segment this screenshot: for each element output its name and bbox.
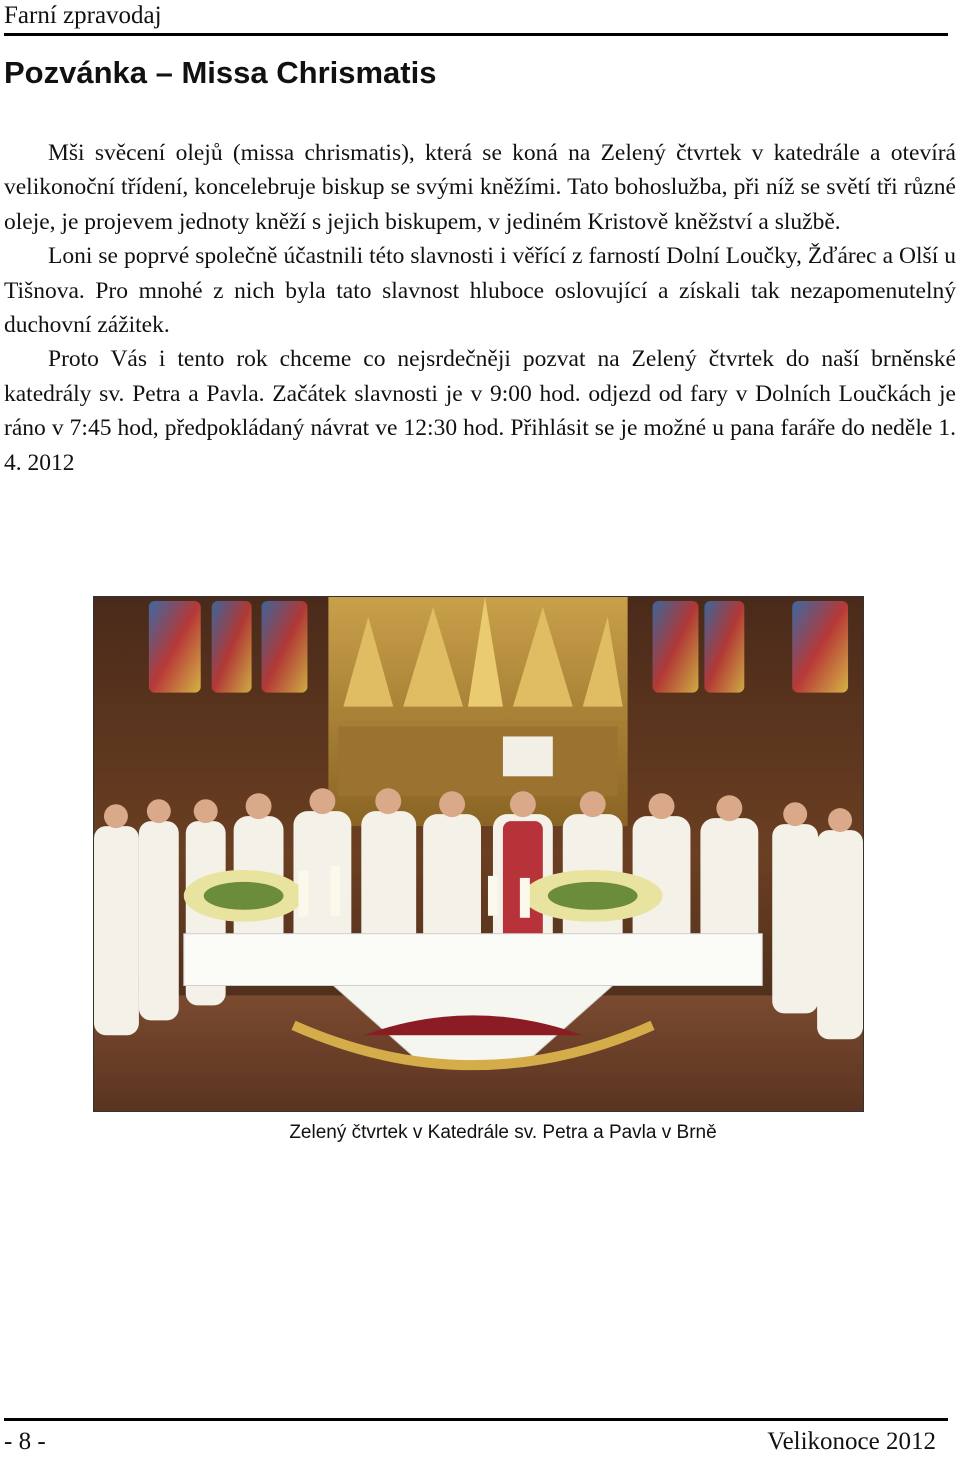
golden-altarpiece — [328, 597, 627, 826]
publication-title: Farní zpravodaj — [4, 2, 162, 29]
header-divider — [4, 33, 948, 36]
article-title: Pozvánka – Missa Chrismatis — [4, 55, 437, 90]
footer-divider — [4, 1418, 948, 1421]
photo-caption: Zelený čtvrtek v Katedrále sv. Petra a Pavla v Brně — [289, 1122, 717, 1143]
article-paragraph-1: Mši svěcení olejů (missa chrismatis), která se koná na Zelený čtvrtek v katedrále a otevírá velikonoční třídení, koncelebruje biskup se svými kněžími. Tato bohoslužba, při níž se světí tři různé oleje, je projevem jednoty kněží s jejich biskupem, v jediném Kristově kněžství a službě. — [4, 140, 956, 235]
article-body — [4, 136, 956, 480]
issue-name: Velikonoce 2012 — [767, 1428, 936, 1455]
cathedral-photo — [93, 596, 864, 1112]
article-paragraph-3: Proto Vás i tento rok chceme co nejsrdečněji pozvat na Zelený čtvrtek do naší brněnské katedrály sv. Petra a Pavla. Začátek slavnosti je v 9:00 hod. odjezd od fary v Dolních Loučkách je ráno v 7:45 hod, předpokládaný návrat ve 12:30 hod. Přihlásit se je možné u pana faráře do neděle 1. 4. 2012 — [4, 346, 956, 476]
article-paragraph-2: Loni se poprvé společně účastnili této slavnosti i věřící z farností Dolní Loučky, Žďárec a Olší u Tišnova. Pro mnohé z nich byla tato slavnost hluboce oslovující a získali tak nezapomenutelný duchovní zážitek. — [4, 243, 956, 339]
page-number: - 8 - — [4, 1428, 46, 1455]
